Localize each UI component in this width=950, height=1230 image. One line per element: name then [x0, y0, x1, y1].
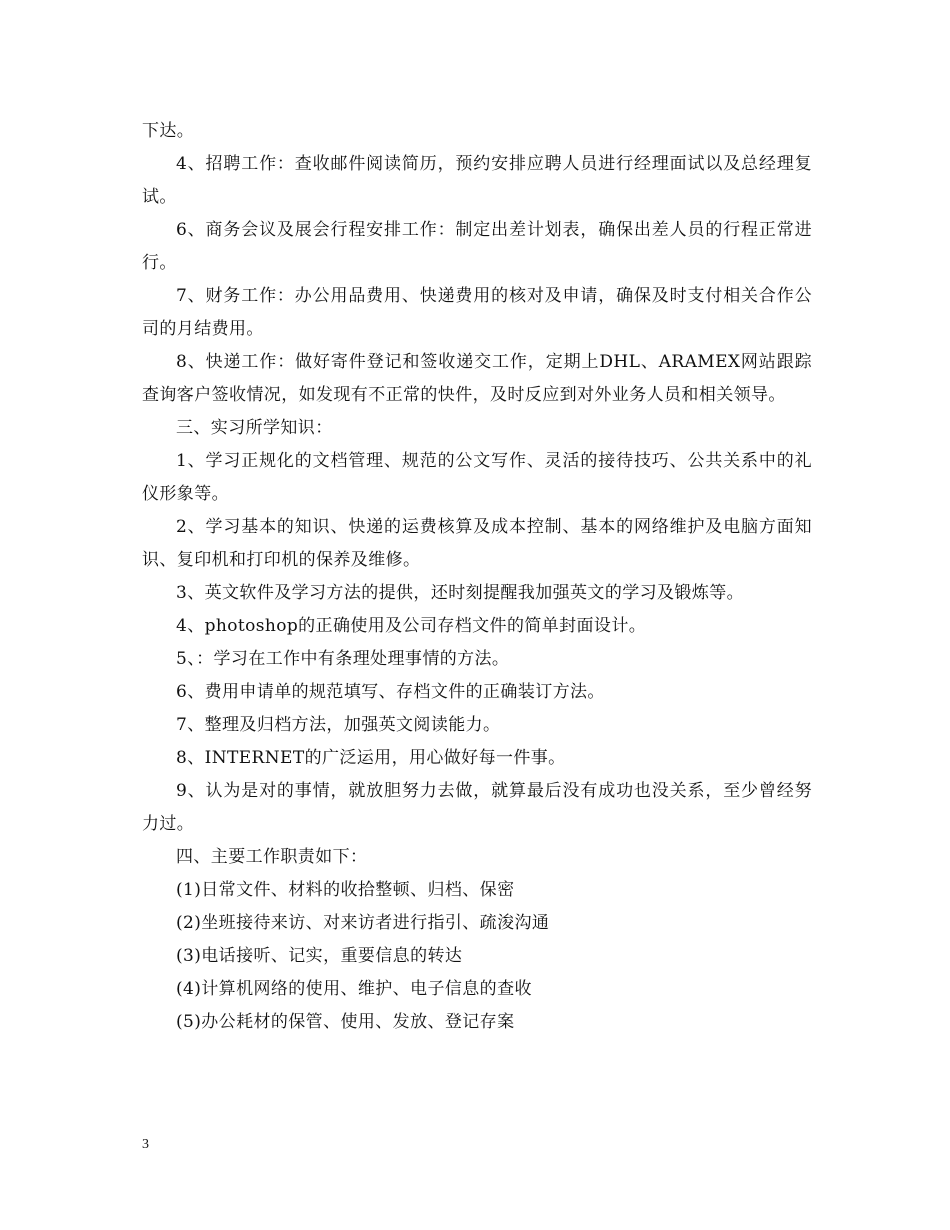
paragraph-business-meeting: 6、商务会议及展会行程安排工作：制定出差计划表，确保出差人员的行程正常进行。 [142, 220, 812, 273]
document-body [142, 115, 812, 1039]
knowledge-item-8: 8、INTERNET的广泛运用，用心做好每一件事。 [176, 748, 566, 768]
knowledge-item-6: 6、费用申请单的规范填写、存档文件的正确装订方法。 [176, 682, 605, 702]
paragraph-finance: 7、财务工作：办公用品费用、快递费用的核对及申请，确保及时支付相关合作公司的月结费用。 [142, 286, 812, 339]
knowledge-item-9: 9、认为是对的事情，就放胆努力去做，就算最后没有成功也没关系，至少曾经努力过。 [142, 781, 812, 834]
page-number: 3 [142, 1137, 149, 1152]
paragraph-recruitment: 4、招聘工作：查收邮件阅读简历，预约安排应聘人员进行经理面试以及总经理复试。 [142, 154, 812, 207]
knowledge-item-2: 2、学习基本的知识、快递的运费核算及成本控制、基本的网络维护及电脑方面知识、复印机和打印机的保养及维修。 [142, 517, 812, 570]
duty-item-1: (1)日常文件、材料的收拾整顿、归档、保密 [176, 880, 515, 900]
duty-item-3: (3)电话接听、记实，重要信息的转达 [176, 946, 463, 966]
knowledge-item-5: 5、：学习在工作中有条理处理事情的方法。 [176, 649, 510, 669]
duty-item-4: (4)计算机网络的使用、维护、电子信息的查收 [176, 979, 532, 999]
section-heading-knowledge: 三、实习所学知识： [176, 418, 333, 438]
knowledge-item-7: 7、整理及归档方法，加强英文阅读能力。 [176, 715, 501, 735]
section-heading-duties: 四、主要工作职责如下： [176, 847, 368, 867]
knowledge-item-3: 3、英文软件及学习方法的提供，还时刻提醒我加强英文的学习及锻炼等。 [176, 583, 745, 603]
knowledge-item-1: 1、学习正规化的文档管理、规范的公文写作、灵活的接待技巧、公共关系中的礼仪形象等。 [142, 451, 812, 504]
duty-item-5: (5)办公耗材的保管、使用、发放、登记存案 [176, 1012, 515, 1032]
paragraph-continuation: 下达。 [142, 121, 195, 141]
paragraph-express: 8、快递工作：做好寄件登记和签收递交工作，定期上DHL、ARAMEX网站跟踪查询客户签收情况，如发现有不正常的快件，及时反应到对外业务人员和相关领导。 [142, 352, 812, 405]
duty-item-2: (2)坐班接待来访、对来访者进行指引、疏浚沟通 [176, 913, 550, 933]
knowledge-item-4: 4、photoshop的正确使用及公司存档文件的简单封面设计。 [176, 616, 647, 636]
